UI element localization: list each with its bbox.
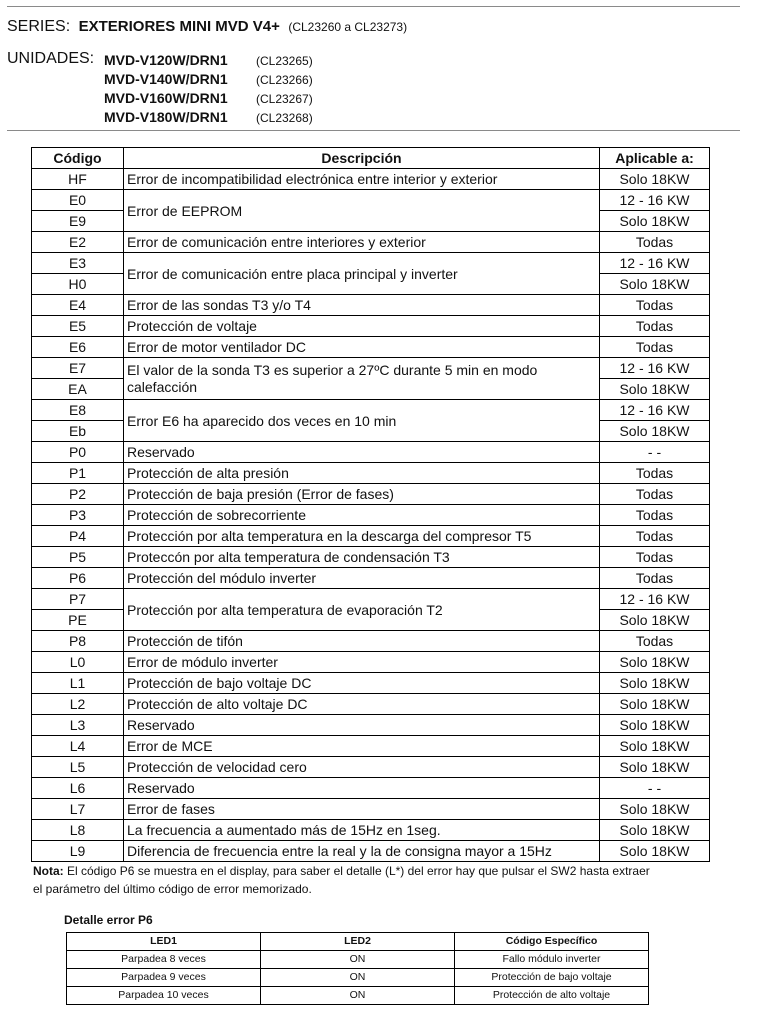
cell-code: P0 bbox=[32, 442, 124, 463]
cell-code: P5 bbox=[32, 547, 124, 568]
unit-row bbox=[104, 71, 313, 87]
cell-code: L0 bbox=[32, 652, 124, 673]
cell-code: P8 bbox=[32, 631, 124, 652]
cell-applies: Todas bbox=[600, 337, 710, 358]
cell-code: E6 bbox=[32, 337, 124, 358]
cell-code: E3 bbox=[32, 253, 124, 274]
cell-code: P3 bbox=[32, 505, 124, 526]
cell-code: L4 bbox=[32, 736, 124, 757]
cell-description: Protección de sobrecorriente bbox=[124, 505, 600, 526]
cell-description: El valor de la sonda T3 es superior a 27ºC durante 5 min en modo calefacción bbox=[124, 358, 600, 400]
cell-applies: Solo 18KW bbox=[600, 841, 710, 862]
cell-description: Protección de alto voltaje DC bbox=[124, 694, 600, 715]
cell-description: Proteccón por alta temperatura de condensación T3 bbox=[124, 547, 600, 568]
cell-description: La frecuencia a aumentado más de 15Hz en 1seg. bbox=[124, 820, 600, 841]
cell-applies: Solo 18KW bbox=[600, 421, 710, 442]
cell-code: P4 bbox=[32, 526, 124, 547]
led-row bbox=[67, 987, 649, 1005]
cell-description: Error de comunicación entre placa principal y inverter bbox=[124, 253, 600, 295]
cell-applies: Todas bbox=[600, 568, 710, 589]
cell-applies: 12 - 16 KW bbox=[600, 253, 710, 274]
cell-code: L8 bbox=[32, 820, 124, 841]
cell-description: Reservado bbox=[124, 442, 600, 463]
cell-code: L1 bbox=[32, 673, 124, 694]
table-row bbox=[32, 736, 710, 757]
cell-applies: Solo 18KW bbox=[600, 652, 710, 673]
led-col-header: LED1 bbox=[67, 933, 261, 951]
table-row bbox=[32, 316, 710, 337]
table-row bbox=[32, 799, 710, 820]
table-row bbox=[32, 526, 710, 547]
cell-code: E5 bbox=[32, 316, 124, 337]
cell-description: Reservado bbox=[124, 715, 600, 736]
cell-applies: Todas bbox=[600, 631, 710, 652]
cell-code: L2 bbox=[32, 694, 124, 715]
cell-code: E9 bbox=[32, 211, 124, 232]
led1-cell: Parpadea 8 veces bbox=[67, 951, 261, 969]
cell-code: E8 bbox=[32, 400, 124, 421]
cell-code: HF bbox=[32, 169, 124, 190]
led-row bbox=[67, 951, 649, 969]
cell-applies: Solo 18KW bbox=[600, 379, 710, 400]
led-col-header: Código Específico bbox=[455, 933, 649, 951]
cell-code: E4 bbox=[32, 295, 124, 316]
cell-applies: Solo 18KW bbox=[600, 736, 710, 757]
cell-applies: Todas bbox=[600, 295, 710, 316]
table-row bbox=[32, 568, 710, 589]
footnote bbox=[33, 862, 653, 898]
table-row bbox=[32, 232, 710, 253]
cell-code: P1 bbox=[32, 463, 124, 484]
led1-cell: Parpadea 9 veces bbox=[67, 969, 261, 987]
series-label: SERIES: bbox=[7, 18, 71, 35]
table-row bbox=[32, 505, 710, 526]
series-name: EXTERIORES MINI MVD V4+ bbox=[78, 18, 280, 35]
col-header-applies: Aplicable a: bbox=[600, 148, 710, 169]
cell-description: Error de EEPROM bbox=[124, 190, 600, 232]
cell-applies: Todas bbox=[600, 484, 710, 505]
cell-description: Error de módulo inverter bbox=[124, 652, 600, 673]
col-header-code: Código bbox=[32, 148, 124, 169]
cell-description: Protección de voltaje bbox=[124, 316, 600, 337]
unit-row bbox=[104, 90, 313, 106]
cell-applies: - - bbox=[600, 778, 710, 799]
cell-applies: 12 - 16 KW bbox=[600, 589, 710, 610]
cell-applies: Solo 18KW bbox=[600, 169, 710, 190]
series-line bbox=[7, 18, 407, 36]
cell-code: P6 bbox=[32, 568, 124, 589]
footnote-text: El código P6 se muestra en el display, para saber el detalle (L*) del error hay que pulsar el SW2 hasta extraer el parámetro del último código de error memorizado. bbox=[33, 864, 650, 896]
cell-applies: Solo 18KW bbox=[600, 757, 710, 778]
cell-applies: Solo 18KW bbox=[600, 820, 710, 841]
series-code: (CL23260 a CL23273) bbox=[288, 20, 408, 34]
cell-code: P7 bbox=[32, 589, 124, 610]
table-row bbox=[32, 169, 710, 190]
table-row bbox=[32, 547, 710, 568]
cell-applies: Todas bbox=[600, 463, 710, 484]
cell-applies: Todas bbox=[600, 232, 710, 253]
table-header-row bbox=[32, 148, 710, 169]
p6-detail-title: Detalle error P6 bbox=[64, 913, 153, 927]
led-row bbox=[67, 969, 649, 987]
table-row bbox=[32, 820, 710, 841]
top-rule bbox=[7, 6, 740, 7]
table-row bbox=[32, 778, 710, 799]
table-row bbox=[32, 484, 710, 505]
table-row bbox=[32, 652, 710, 673]
cell-code: H0 bbox=[32, 274, 124, 295]
cell-code: PE bbox=[32, 610, 124, 631]
footnote-label: Nota: bbox=[33, 864, 64, 878]
table-row bbox=[32, 757, 710, 778]
table-row bbox=[32, 400, 710, 421]
unit-model: MVD-V120W/DRN1 bbox=[104, 52, 228, 68]
cell-applies: Solo 18KW bbox=[600, 274, 710, 295]
cell-description: Error E6 ha aparecido dos veces en 10 min bbox=[124, 400, 600, 442]
led2-cell: ON bbox=[261, 951, 455, 969]
table-row bbox=[32, 190, 710, 211]
table-row bbox=[32, 694, 710, 715]
specific-code-cell: Protección de alto voltaje bbox=[455, 987, 649, 1005]
table-row bbox=[32, 442, 710, 463]
unit-model: MVD-V140W/DRN1 bbox=[104, 71, 228, 87]
cell-description: Protección de velocidad cero bbox=[124, 757, 600, 778]
unit-model: MVD-V160W/DRN1 bbox=[104, 90, 228, 106]
cell-applies: 12 - 16 KW bbox=[600, 358, 710, 379]
cell-applies: Solo 18KW bbox=[600, 673, 710, 694]
unit-code: (CL23268) bbox=[256, 111, 313, 125]
cell-description: Reservado bbox=[124, 778, 600, 799]
cell-description: Protección de baja presión (Error de fases) bbox=[124, 484, 600, 505]
cell-description: Protección de alta presión bbox=[124, 463, 600, 484]
cell-applies: Solo 18KW bbox=[600, 715, 710, 736]
cell-code: L9 bbox=[32, 841, 124, 862]
cell-applies: Solo 18KW bbox=[600, 610, 710, 631]
cell-code: L6 bbox=[32, 778, 124, 799]
table-row bbox=[32, 631, 710, 652]
cell-applies: - - bbox=[600, 442, 710, 463]
table-row bbox=[32, 253, 710, 274]
led-col-header: LED2 bbox=[261, 933, 455, 951]
cell-description: Error de comunicación entre interiores y exterior bbox=[124, 232, 600, 253]
led2-cell: ON bbox=[261, 987, 455, 1005]
table-row bbox=[32, 673, 710, 694]
cell-description: Error de MCE bbox=[124, 736, 600, 757]
cell-code: E2 bbox=[32, 232, 124, 253]
table-row bbox=[32, 337, 710, 358]
cell-description: Protección de bajo voltaje DC bbox=[124, 673, 600, 694]
cell-description: Protección del módulo inverter bbox=[124, 568, 600, 589]
cell-applies: 12 - 16 KW bbox=[600, 400, 710, 421]
cell-code: L3 bbox=[32, 715, 124, 736]
cell-applies: Todas bbox=[600, 505, 710, 526]
cell-code: P2 bbox=[32, 484, 124, 505]
cell-applies: Todas bbox=[600, 547, 710, 568]
table-row bbox=[32, 463, 710, 484]
units-label: UNIDADES: bbox=[7, 50, 95, 67]
header-rule bbox=[7, 130, 740, 131]
table-row bbox=[32, 295, 710, 316]
col-header-description: Descripción bbox=[124, 148, 600, 169]
cell-description: Error de fases bbox=[124, 799, 600, 820]
cell-applies: Todas bbox=[600, 526, 710, 547]
cell-applies: Todas bbox=[600, 316, 710, 337]
cell-description: Diferencia de frecuencia entre la real y la de consigna mayor a 15Hz bbox=[124, 841, 600, 862]
cell-code: EA bbox=[32, 379, 124, 400]
led1-cell: Parpadea 10 veces bbox=[67, 987, 261, 1005]
unit-row bbox=[104, 109, 313, 125]
unit-code: (CL23265) bbox=[256, 54, 313, 68]
cell-code: L7 bbox=[32, 799, 124, 820]
table-row bbox=[32, 358, 710, 379]
cell-applies: Solo 18KW bbox=[600, 694, 710, 715]
table-row bbox=[32, 589, 710, 610]
cell-code: L5 bbox=[32, 757, 124, 778]
table-row bbox=[32, 715, 710, 736]
led-header-row bbox=[67, 933, 649, 951]
unit-code: (CL23267) bbox=[256, 92, 313, 106]
cell-description: Error de motor ventilador DC bbox=[124, 337, 600, 358]
cell-code: E7 bbox=[32, 358, 124, 379]
error-code-table bbox=[31, 147, 710, 862]
table-row bbox=[32, 841, 710, 862]
unit-row bbox=[104, 52, 313, 68]
unit-code: (CL23266) bbox=[256, 73, 313, 87]
led2-cell: ON bbox=[261, 969, 455, 987]
p6-detail-table bbox=[66, 932, 649, 1005]
cell-description: Protección de tifón bbox=[124, 631, 600, 652]
cell-applies: Solo 18KW bbox=[600, 211, 710, 232]
cell-applies: 12 - 16 KW bbox=[600, 190, 710, 211]
cell-applies: Solo 18KW bbox=[600, 799, 710, 820]
specific-code-cell: Protección de bajo voltaje bbox=[455, 969, 649, 987]
cell-description: Protección por alta temperatura en la descarga del compresor T5 bbox=[124, 526, 600, 547]
cell-description: Error de las sondas T3 y/o T4 bbox=[124, 295, 600, 316]
cell-code: Eb bbox=[32, 421, 124, 442]
cell-code: E0 bbox=[32, 190, 124, 211]
cell-description: Error de incompatibilidad electrónica entre interior y exterior bbox=[124, 169, 600, 190]
cell-description: Protección por alta temperatura de evaporación T2 bbox=[124, 589, 600, 631]
unit-model: MVD-V180W/DRN1 bbox=[104, 109, 228, 125]
specific-code-cell: Fallo módulo inverter bbox=[455, 951, 649, 969]
